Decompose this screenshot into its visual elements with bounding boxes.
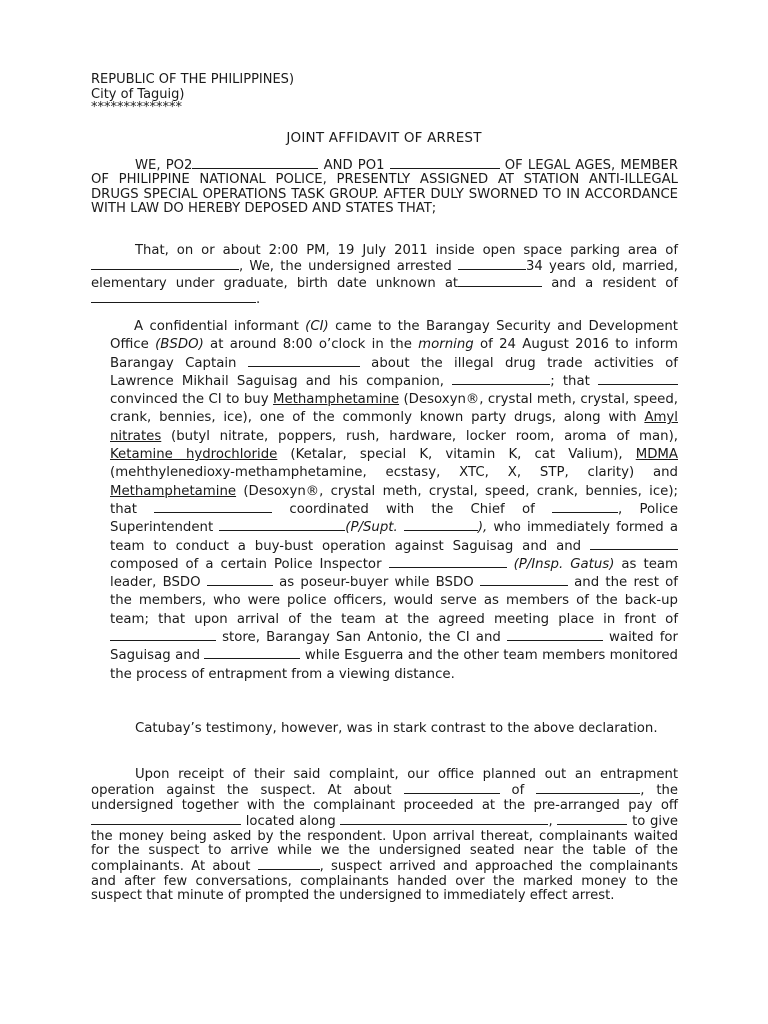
header-city: City of Taguig) xyxy=(91,87,185,102)
blank-field xyxy=(590,538,678,550)
blank-field xyxy=(154,501,272,513)
blank-field xyxy=(204,647,300,659)
blank-field xyxy=(557,813,627,825)
paragraph-informant: A confidential informant (CI) came to the Barangay Security and Development Office (BSDO) at around 8:00 o’clock in the morning of 24 August 2016 to inform Barangay Captain about the illegal drug trade activities of Lawrence Mikhail Saguisag and his companion, ; that convinced the CI to buy Methamphetamine (Desoxyn®, crystal meth, crystal, speed, crank, bennies, ice), one of the commonly known party drugs, along with Amyl nitrates (butyl nitrate, poppers, rush, hardware, locker room, aroma of man), Ketamine hydrochloride (Ketalar, special K, vitamin K, cat Valium), MDMA (mehthylenedioxy-methamphetamine, ecstasy, XTC, X, STP, clarity) and Methamphetamine (Desoxyn®, crystal meth, crystal, speed, crank, bennies, ice); that coordinated with the Chief of , Police Superintendent (P/Supt. ), who immediately formed a team to conduct a buy-bust operation against Saguisag and and composed of a certain Police Inspector (P/Insp. Gatus) as team leader, BSDO as poseur-buyer while BSDO and the rest of the members, who were police officers, would serve as members of the back-up team; that upon arrival of the team at the agreed meeting place in front of store, Barangay San Antonio, the CI and waited for Saguisag and while Esguerra and the other team members monitored the process of entrapment from a viewing distance. xyxy=(110,319,679,682)
blank-field xyxy=(219,519,345,531)
blank-field xyxy=(552,501,618,513)
blank-field xyxy=(91,291,256,303)
paragraph-arrest: That, on or about 2:00 PM, 19 July 2011 inside open space parking area of , We, the undersigned arrested 34 years old, married, elementary under graduate, birth date unknown at and a resident of . xyxy=(91,243,678,308)
blank-field xyxy=(507,629,603,641)
blank-field xyxy=(404,782,500,794)
blank-field xyxy=(389,556,507,568)
blank-field xyxy=(480,574,568,586)
blank-field xyxy=(404,519,478,531)
blank-field xyxy=(390,157,500,169)
blank-field xyxy=(110,629,216,641)
blank-field xyxy=(458,258,526,270)
paragraph-testimony: Catubay’s testimony, however, was in stark contrast to the above declaration. xyxy=(135,721,658,736)
blank-field xyxy=(248,355,360,367)
blank-field xyxy=(207,574,273,586)
header-asterisks: ************** xyxy=(91,100,182,115)
blank-field xyxy=(91,258,239,270)
blank-field xyxy=(340,813,548,825)
blank-field xyxy=(192,157,318,169)
blank-field xyxy=(598,373,678,385)
blank-field xyxy=(536,782,640,794)
blank-field xyxy=(452,373,550,385)
document-title: JOINT AFFIDAVIT OF ARREST xyxy=(286,130,482,146)
header-republic: REPUBLIC OF THE PHILIPPINES) xyxy=(91,72,295,87)
blank-field xyxy=(458,275,542,287)
paragraph-entrapment: Upon receipt of their said complaint, our office planned out an entrapment operation against the suspect. At about of , the undersigned together with the complainant proceeded at the pre-arranged pay off located along , to give the money being asked by the respondent. Upon arrival thereat, complainants waited for the suspect to arrive while we the undersigned seated near the table of the complainants. At about , suspect arrived and approached the complainants and after few conversations, complainants handed over the marked money to the suspect that minute of prompted the undersigned to immediately effect arrest. xyxy=(91,767,678,904)
blank-field xyxy=(91,813,241,825)
paragraph-affiants: WE, PO2 AND PO1 OF LEGAL AGES, MEMBER OF PHILIPPINE NATIONAL POLICE, PRESENTLY ASSIGNED AT STATION ANTI-ILLEGAL DRUGS SPECIAL OPERATIONS TASK GROUP. AFTER DULY SWORNED TO IN ACCORDANCE WITH LAW DO HEREBY DEPOSED AND STATES THAT; xyxy=(91,158,678,217)
blank-field xyxy=(258,858,320,870)
